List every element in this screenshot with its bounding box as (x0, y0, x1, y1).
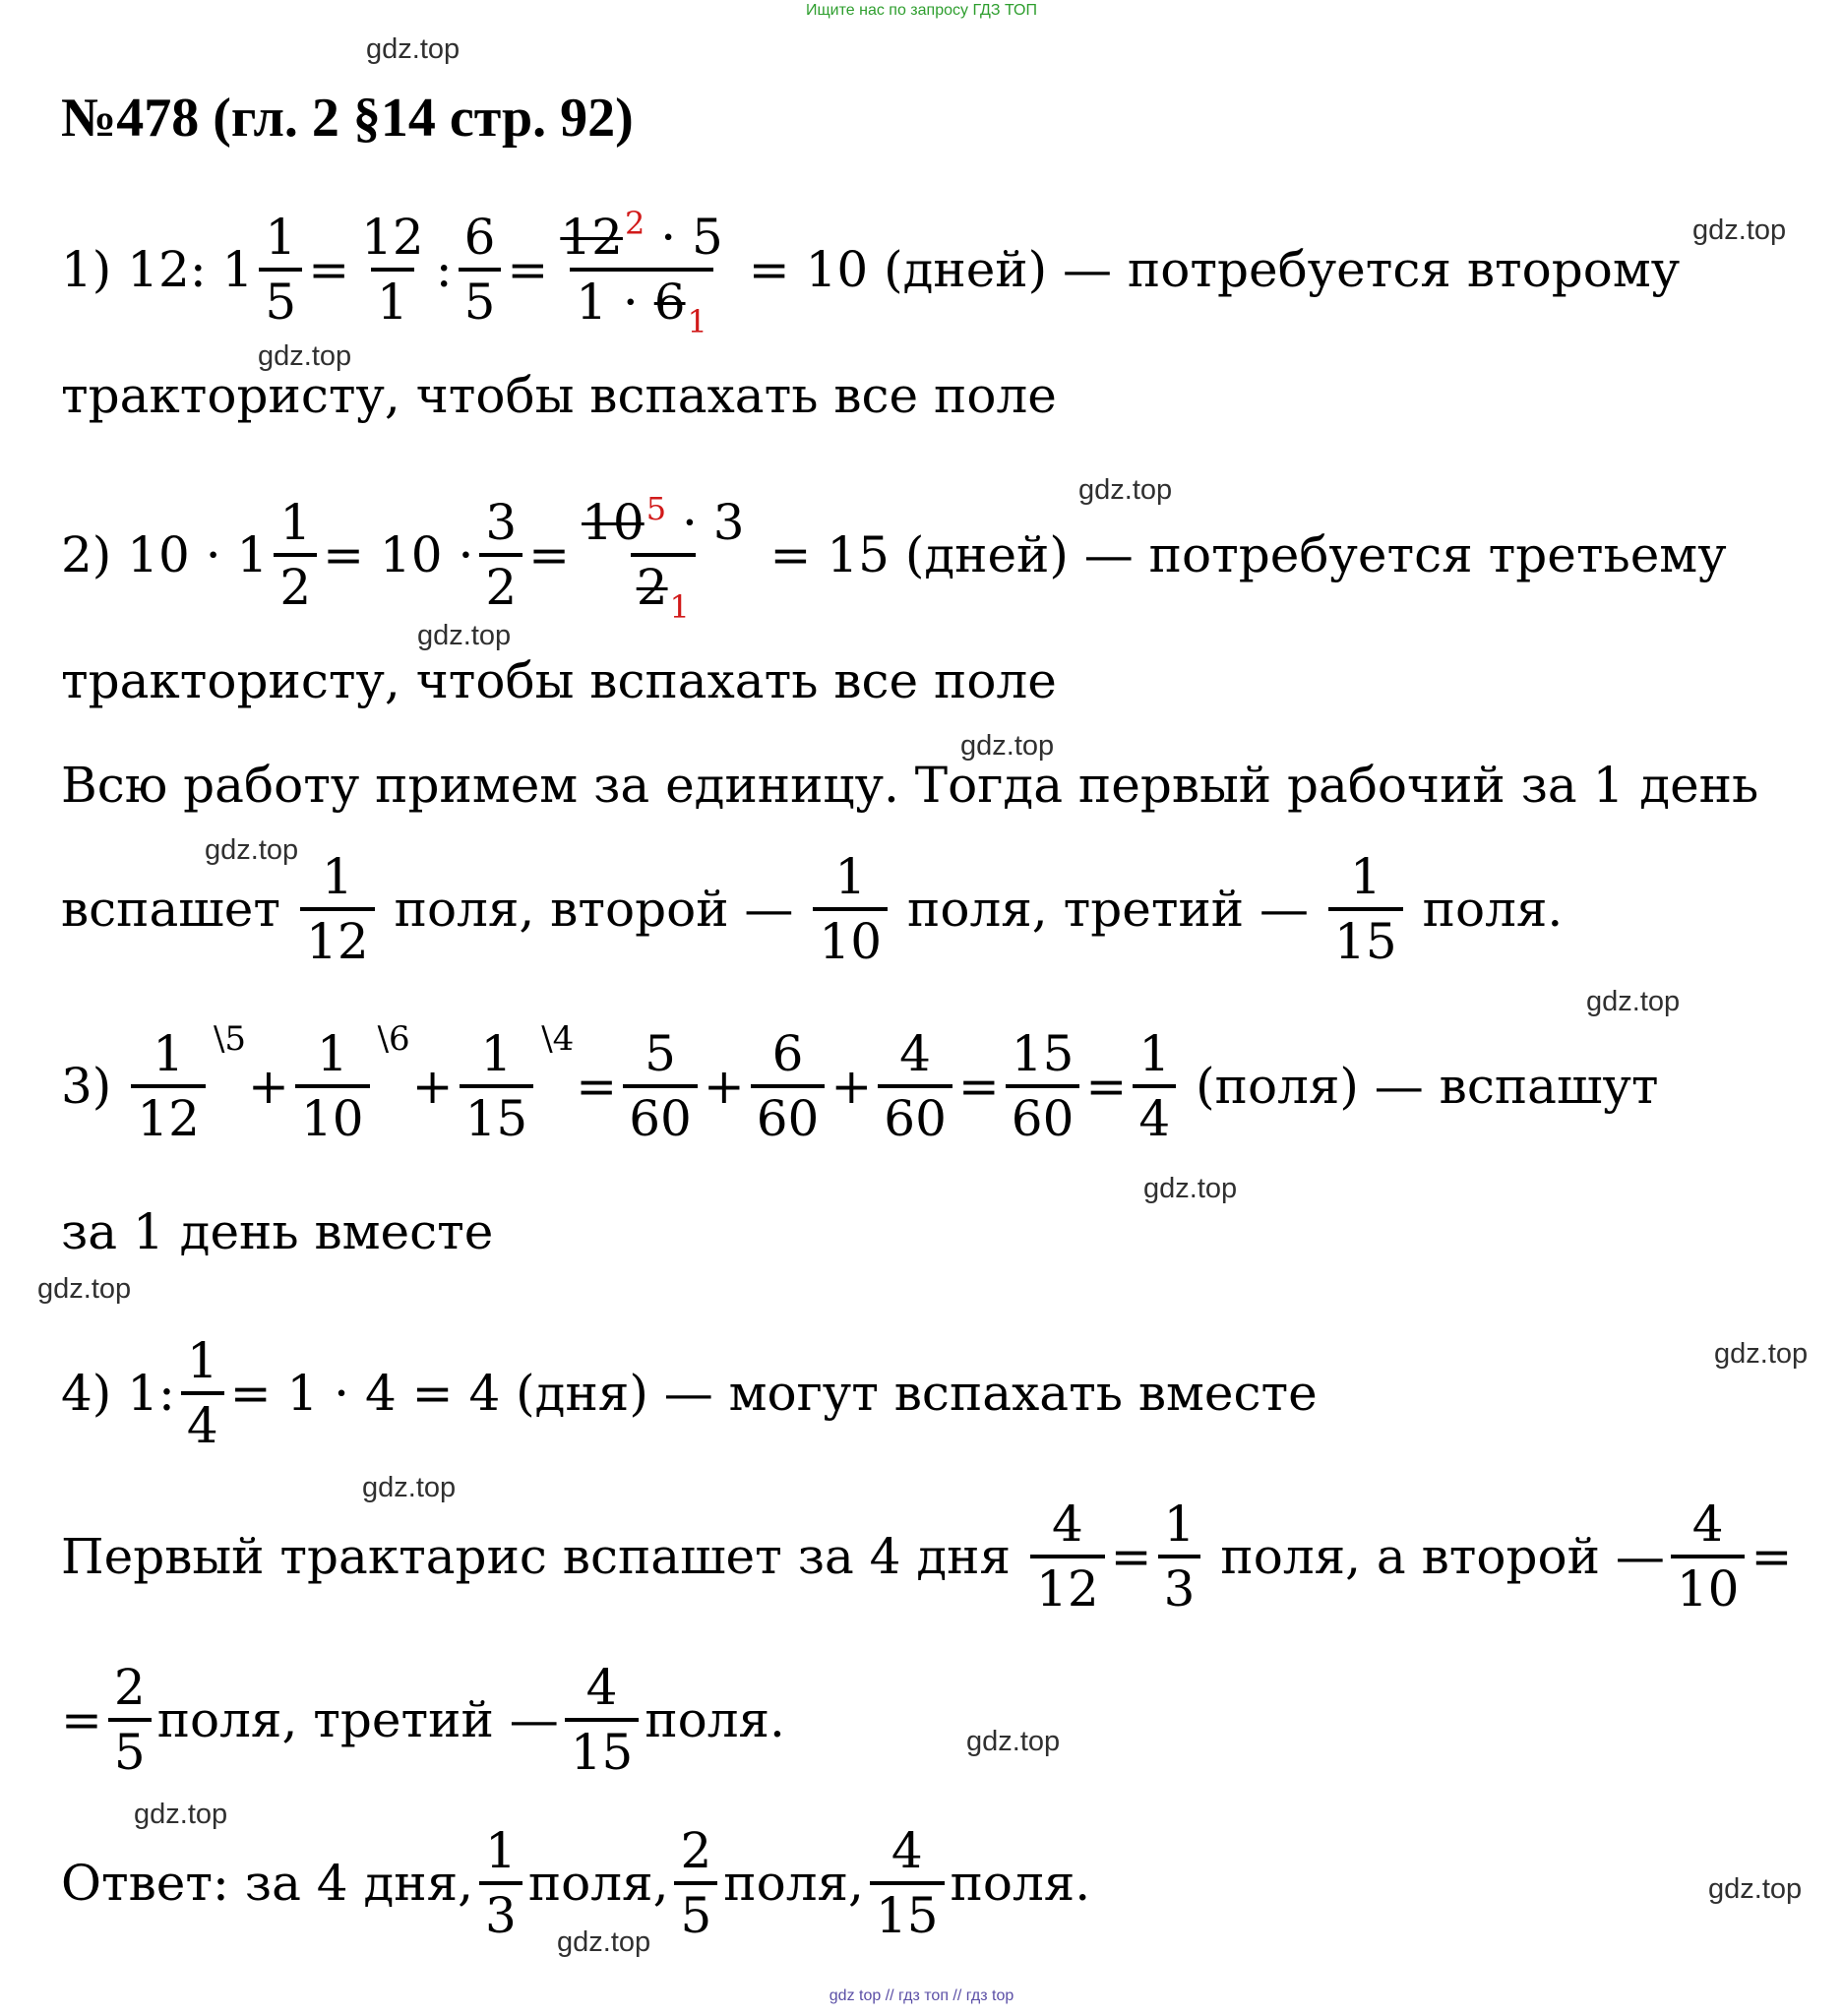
fraction: $\frac{1}{4}$ (181, 1336, 224, 1450)
fraction: $\frac{3}{2}$ (479, 498, 522, 612)
intro-fractions: вспашет $\frac{1}{12}$ поля, второй — $\frac{1}{10}$ поля, третий — $\frac{1}{15}$ поля. (61, 848, 1564, 970)
fraction: $\frac{1}{4}$ (1133, 1029, 1176, 1143)
step1-label: 1) 12: 1 (61, 241, 254, 298)
equals: = (528, 526, 571, 583)
watermark: gdz.top (134, 1799, 228, 1830)
fraction: $\frac{1}{2}$ (274, 498, 317, 612)
watermark: gdz.top (37, 1273, 132, 1305)
watermark: gdz.top (1708, 1873, 1803, 1905)
step2-result: = 15 (дней) — потребуется третьему (769, 526, 1727, 583)
fraction: $\frac{6}{60}$ (751, 1029, 826, 1143)
step1-equation (61, 205, 1681, 340)
watermark: gdz.top (1586, 986, 1681, 1017)
intro-line: Всю работу примем за единицу. Тогда первый рабочий за 1 день (61, 757, 1759, 814)
multiplier: \4 (541, 1019, 575, 1059)
step3-equation: 3) $\frac{1}{12}$ \5 + $\frac{1}{10}$ \6 + $\frac{1}{15}$ \4 = $\frac{5}{60}$ + $\frac{6}{60}$ + $\frac{4}{60}$ = $\frac{15}{60}$ = $\frac{1}{4}$ (поля) — вспашут (61, 1029, 1659, 1143)
fraction: $\frac{1}{12}$ (300, 852, 375, 966)
reduced-number: 2 (624, 205, 645, 242)
watermark: gdz.top (557, 1926, 651, 1958)
step3-result: (поля) — вспашут (1196, 1058, 1659, 1115)
cancelled-fraction: $\frac{10^5 \cdot 3}{2_1}$ (582, 490, 745, 626)
step2-tail: трактористу, чтобы вспахать все поле (61, 652, 1057, 709)
multiplier: \6 (377, 1019, 410, 1059)
watermark: gdz.top (966, 1726, 1061, 1757)
watermark: gdz.top (1692, 214, 1787, 246)
fraction: $\frac{5}{60}$ (623, 1029, 698, 1143)
fraction: $\frac{4}{60}$ (878, 1029, 952, 1143)
final-line1: Первый трактарис вспашет за 4 дня $\frac{4}{12}$ = $\frac{1}{3}$ поля, а второй — $\frac{4}{10}$ = (61, 1496, 1793, 1618)
cancelled-number: 10 (582, 494, 645, 551)
step2-label: 2) 10 · 1 (61, 526, 269, 583)
fraction: $\frac{1}{10}$ (295, 1029, 370, 1143)
equals: = (507, 241, 549, 298)
watermark: gdz.top (960, 730, 1055, 762)
fraction: $\frac{1}{10}$ (813, 852, 888, 966)
equals: = 10 · (323, 526, 474, 583)
fraction: $\frac{4}{15}$ (565, 1663, 640, 1777)
step1-result: = 10 (дней) — потребуется второму (748, 241, 1681, 298)
fraction: $\frac{4}{12}$ (1030, 1499, 1105, 1614)
problem-title: №478 (гл. 2 §14 стр. 92) (61, 88, 634, 149)
fraction: $\frac{15}{60}$ (1006, 1029, 1080, 1143)
watermark: gdz.top (1714, 1338, 1809, 1370)
reduced-number: 1 (687, 303, 707, 340)
watermark: gdz.top (205, 834, 299, 866)
reduced-number: 5 (645, 490, 667, 527)
final-line2: = $\frac{2}{5}$ поля, третий — $\frac{4}{15}$ поля. (61, 1659, 785, 1781)
watermark: gdz.top (258, 340, 352, 372)
cancelled-number: 2 (636, 559, 668, 616)
step3-label: 3) (61, 1058, 112, 1115)
fraction: $\frac{2}{5}$ (108, 1663, 152, 1777)
fraction: $\frac{1}{12}$ (131, 1029, 206, 1143)
fraction: $\frac{1}{15}$ (460, 1029, 534, 1143)
reduced-number: 1 (669, 588, 690, 626)
bottom-banner: gdz top // гдз топ // гдз top (829, 1987, 1014, 2004)
fraction: $\frac{12}{1}$ (361, 209, 424, 331)
step4-label: 4) 1: (61, 1365, 175, 1422)
equals: = (308, 241, 350, 298)
fraction: $\frac{1}{3}$ (1158, 1499, 1201, 1614)
watermark: gdz.top (1078, 474, 1173, 506)
step4-result: = 1 · 4 = 4 (дня) — могут вспахать вместе (229, 1365, 1318, 1422)
colon: : (435, 241, 453, 298)
watermark: gdz.top (362, 1472, 457, 1503)
watermark: gdz.top (1143, 1173, 1238, 1204)
multiplier: \5 (213, 1019, 247, 1059)
fraction: $\frac{6}{5}$ (459, 213, 502, 327)
fraction: $\frac{4}{10}$ (1671, 1499, 1746, 1614)
fraction: $\frac{2}{5}$ (674, 1826, 717, 1940)
step4-equation (61, 1332, 1318, 1454)
fraction: $\frac{1}{5}$ (259, 213, 302, 327)
watermark: gdz.top (417, 620, 512, 651)
watermark: gdz.top (366, 33, 461, 65)
fraction: $\frac{1}{3}$ (479, 1826, 522, 1940)
step3-tail: за 1 день вместе (61, 1203, 494, 1260)
step1-tail: трактористу, чтобы вспахать все поле (61, 367, 1057, 424)
cancelled-number: 12 (560, 209, 623, 266)
cancelled-number: 6 (653, 274, 686, 331)
fraction: $\frac{4}{15}$ (870, 1826, 945, 1940)
cancelled-fraction: $\frac{12^2 \cdot 5}{1 \cdot 6_1}$ (560, 205, 723, 340)
fraction: $\frac{1}{15}$ (1328, 852, 1403, 966)
answer-line: Ответ: за 4 дня, $\frac{1}{3}$ поля, $\frac{2}{5}$ поля, $\frac{4}{15}$ поля. (61, 1822, 1091, 1944)
top-banner: Ищите нас по запросу ГДЗ ТОП (806, 2, 1037, 19)
